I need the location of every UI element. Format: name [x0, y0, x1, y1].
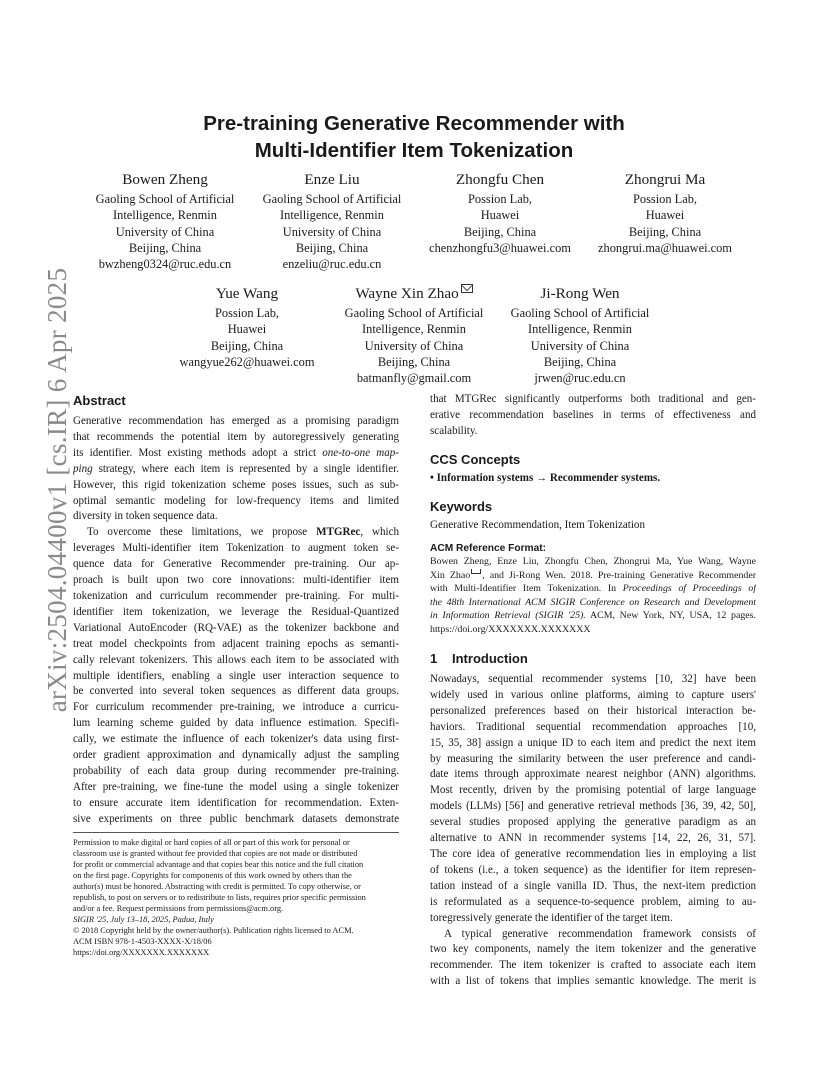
author-affiliation-line: University of China [282, 224, 382, 239]
title-line-1: Pre-training Generative Recommender with [203, 112, 625, 135]
author-name: Bowen Zheng [122, 171, 208, 188]
author-block-yue-wang [157, 284, 337, 370]
text-line: cally relevant tokenizers. This allows each item to be associated with [73, 653, 399, 666]
text-line: lum learning scheme guided by data influence estimation. Specifi- [73, 717, 399, 730]
author-affiliation-line: Possion Lab, [214, 306, 280, 320]
text-span: its identifier. Most existing methods adopt a strict [73, 446, 323, 459]
text-line [430, 582, 756, 596]
author-affiliation-line: Gaoling School of Artificial [95, 192, 235, 206]
text-line [73, 462, 399, 478]
keywords-text: Generative Recommendation, Item Tokenization [430, 518, 645, 531]
text-line: 15, 35, 38] assign a unique ID to each item and predict the next item [430, 736, 756, 749]
author-location: Beijing, China [210, 338, 284, 353]
text-line: Generative recommendation has emerged as a promising paradigm [73, 415, 399, 427]
footnote-copyright: © 2018 Copyright held by the owner/author(s). Publication rights licensed to ACM. [73, 926, 354, 935]
text-line: proach is built upon two core innovations: multi-identifier item [73, 574, 399, 587]
section-title: Introduction [452, 651, 528, 667]
text-line: For curriculum recommender pre-training, we introduce a curricu- [73, 701, 399, 714]
text-line: haviors. Traditional sequential recommendation approaches [10, [430, 720, 756, 733]
ccs-item: • Information systems → Recommender systems. [430, 471, 661, 484]
author-affiliation-line: Gaoling School of Artificial [510, 306, 650, 320]
text-line: sive experiments on three public benchmark datasets demonstrate [73, 812, 399, 825]
author-name-with-envelope [324, 284, 504, 304]
author-affiliation-line: Huawei [645, 208, 685, 223]
right-column [430, 392, 756, 990]
text-line: The core idea of generative recommendation lies in employing a list [430, 848, 756, 860]
envelope-icon [471, 569, 481, 574]
author-affiliation-line: Possion Lab, [632, 192, 698, 206]
author-affiliation-line: University of China [115, 224, 215, 239]
text-line: widely used in various online platforms, aiming to capture users' [430, 688, 756, 701]
author-location: Beijing, China [377, 354, 451, 369]
text-line: diversity in token sequence data. [73, 510, 218, 523]
author-block-zhongfu-chen [410, 170, 590, 256]
text-span: strategy, where each item is represented by a single identifier. [92, 462, 399, 475]
text-line: tokenization and curriculum recommender pre-training. For multi- [73, 589, 399, 602]
footnote-line: classroom use is granted without fee provided that copies are not made or distributed [73, 849, 358, 858]
text-line: two key components, namely the item tokenizer and the generative [430, 943, 756, 956]
text-line [430, 569, 756, 583]
italic-span: one-to-one map- [322, 446, 399, 459]
footnote-venue: SIGIR '25, July 13–18, 2025, Padua, Italy [73, 915, 214, 924]
text-line: order gradient approximation and dynamically adjust the sampling [73, 749, 399, 762]
author-location: Beijing, China [128, 240, 202, 255]
footnote-line: republish, to post on servers or to redistribute to lists, requires prior specific permission [73, 893, 366, 902]
author-name: Enze Liu [304, 171, 360, 188]
author-location: Beijing, China [543, 354, 617, 369]
text-line: toregressively generate the identifier of the target item. [430, 911, 673, 924]
text-line: However, this rigid tokenization scheme poses issues, such as sub- [73, 478, 399, 491]
envelope-icon [461, 284, 473, 293]
text-line: scalability. [430, 424, 478, 437]
acm-reference-doi[interactable]: https://doi.org/XXXXXXX.XXXXXXX [430, 623, 591, 635]
text-span: , and Ji-Rong Wen. 2018. Pre-training Generative Recommender [482, 569, 756, 581]
italic-span: in Information Retrieval (SIGIR '25). [430, 610, 586, 622]
author-block-enze-liu [242, 170, 422, 272]
author-block-zhongrui-ma [575, 170, 755, 256]
text-line: be converted into several token sequences as different data groups. [73, 685, 399, 698]
text-line: Bowen Zheng, Enze Liu, Zhongfu Chen, Zhongrui Ma, Yue Wang, Wayne [430, 556, 756, 568]
author-email[interactable]: chenzhongfu3@huawei.com [429, 240, 571, 255]
author-email[interactable]: batmanfly@gmail.com [356, 371, 472, 386]
footnote-rule [73, 832, 399, 833]
author-location: Beijing, China [628, 224, 702, 239]
text-line: with a list of tokens that implies semantic knowledge. The merit is [430, 975, 756, 988]
author-name: Ji-Rong Wen [540, 285, 620, 302]
text-line: Variational AutoEncoder (RQ-VAE) as the tokenizer backbone and [73, 621, 399, 634]
author-block-bowen-zheng [75, 170, 255, 272]
footnote-doi[interactable]: https://doi.org/XXXXXXX.XXXXXXX [73, 948, 210, 957]
text-line: recommender. The item tokenizer is crafted to associate each item [430, 959, 756, 972]
author-affiliation-line: University of China [530, 338, 630, 353]
method-name: MTGRec [316, 526, 361, 539]
section-number: 1 [430, 651, 438, 667]
keywords-heading: Keywords [430, 498, 493, 514]
text-span: To overcome these limitations, we propose [87, 526, 308, 539]
text-line [73, 446, 399, 462]
author-affiliation-line: Intelligence, Renmin [528, 322, 632, 337]
text-line: by measuring the similarity between the user preference and candi- [430, 752, 756, 765]
text-line: alternative to ANN in recommender systems [14, 22, 26, 31, 57]. [430, 832, 756, 845]
acm-reference-heading: ACM Reference Format: [430, 542, 547, 554]
text-line: Most recently, driven by the promising potential of large language [430, 784, 756, 797]
author-block-ji-rong-wen [490, 284, 670, 386]
footnote-line: author(s) must be honored. Abstracting with credit is permitted. To copy otherwise, or [73, 882, 361, 891]
abstract-continuation [430, 392, 756, 440]
text-line: erative recommendation baselines in terms of effectiveness and [430, 408, 756, 421]
author-affiliation-line: Huawei [227, 322, 267, 337]
author-affiliation-line: Gaoling School of Artificial [344, 306, 484, 320]
text-line: the 48th International ACM SIGIR Conference on Research and Development [430, 596, 756, 608]
text-line: cally, we estimate the influence of each tokenizer's data using first- [73, 733, 399, 746]
text-line: probability of each data group during recommender pre-training. [73, 764, 399, 777]
introduction-heading [430, 650, 756, 667]
text-line: of tokens (i.e., a token sequence) as the identifier for item represen- [430, 863, 756, 876]
author-name: Zhongfu Chen [455, 171, 545, 188]
text-line: A typical generative recommendation framework consists of [444, 927, 756, 940]
intro-paragraph-2 [430, 927, 756, 991]
text-line: date items through approximate nearest neighbor (ANN) algorithms. [430, 768, 756, 781]
paper-title [90, 110, 738, 164]
text-line: optimal semantic modeling for low-frequency items and limited [73, 494, 399, 507]
text-line [430, 609, 756, 623]
footnote-line: for profit or commercial advantage and that copies bear this notice and the full citation [73, 860, 364, 869]
text-line: identifier item tokenization, we leverage the Residual-Quantized [73, 605, 399, 618]
intro-paragraph-1 [430, 672, 756, 927]
copyright-footnote [73, 832, 399, 958]
text-line: personalized preferences based on their historical interaction be- [430, 704, 756, 717]
text-line: quence data for Generative Recommender pre-training. Our ap- [73, 558, 399, 571]
left-column [73, 392, 399, 828]
abstract-paragraph-1 [73, 414, 399, 525]
text-line [73, 525, 399, 541]
ccs-heading: CCS Concepts [430, 451, 521, 467]
text-line: tation instead of a single vanilla ID. Thus, the next-item prediction [430, 879, 756, 892]
text-line: After pre-training, we fine-tune the model using a single tokenizer [73, 780, 399, 793]
text-line: treat model checkpoints from adjacent training epochs as semanti- [73, 637, 399, 650]
text-line: models (LLMs) [56] and generative retrieval methods [36, 39, 42, 50], [430, 800, 756, 813]
acm-reference-format [430, 542, 756, 637]
footnote-isbn: ACM ISBN 978-1-4503-XXXX-X/18/06 [73, 937, 212, 946]
text-span: , which [360, 526, 399, 539]
author-affiliation-line: Intelligence, Renmin [280, 208, 384, 223]
text-span: with Multi-Identifier Item Tokenization. In [430, 583, 617, 595]
author-email[interactable]: bwzheng0324@ruc.edu.cn [98, 257, 232, 272]
text-span: Xin Zhao [430, 569, 471, 581]
text-line: is reformulated as a sequence-to-sequence problem, aiming to au- [430, 895, 756, 908]
author-affiliation-line: Intelligence, Renmin [362, 322, 466, 337]
title-line-2: Multi-Identifier Item Tokenization [254, 139, 574, 162]
footnote-line: Permission to make digital or hard copies of all or part of this work for personal or [73, 838, 350, 847]
italic-span: Proceedings of Proceedings of [622, 583, 756, 595]
author-name: Yue Wang [215, 285, 279, 302]
text-line: to ensure accurate item identification for recommendation. Exten- [73, 796, 399, 809]
text-span: ACM, New York, NY, USA, 12 pages. [585, 610, 756, 622]
text-line: several studies proposed applying the generative paradigm as an [430, 816, 756, 829]
author-email[interactable]: zhongrui.ma@huawei.com [598, 240, 732, 255]
text-line: Nowadays, sequential recommender systems [10, 32] have been [430, 673, 756, 686]
author-email[interactable]: enzeliu@ruc.edu.cn [282, 257, 382, 272]
author-affiliation-line: Possion Lab, [467, 192, 533, 206]
footnote-line: on the first page. Copyrights for components of this work owned by others than the [73, 871, 352, 880]
italic-span: ping [73, 462, 93, 475]
arxiv-identifier-stamp[interactable]: arXiv:2504.04400v1 [cs.IR] 6 Apr 2025 [42, 267, 72, 713]
abstract-heading: Abstract [73, 393, 126, 408]
author-location: Beijing, China [295, 240, 369, 255]
text-line: that MTGRec significantly outperforms both traditional and gen- [430, 393, 756, 405]
text-line: that recommends the potential item by autoregressively generating [73, 430, 399, 443]
author-email[interactable]: wangyue262@huawei.com [179, 354, 315, 369]
author-location: Beijing, China [463, 224, 537, 239]
abstract-paragraph-2 [73, 525, 399, 827]
author-name: Wayne Xin Zhao [355, 285, 459, 302]
author-affiliation-line: University of China [364, 338, 464, 353]
author-email[interactable]: jrwen@ruc.edu.cn [534, 371, 626, 386]
author-affiliation-line: Intelligence, Renmin [113, 208, 217, 223]
author-affiliation-line: Gaoling School of Artificial [262, 192, 402, 206]
author-name: Zhongrui Ma [624, 171, 706, 188]
text-line: multiple identifiers, enabling a single user interaction sequence to [73, 669, 399, 682]
author-affiliation-line: Huawei [480, 208, 520, 223]
footnote-line: and/or a fee. Request permissions from permissions@acm.org. [73, 904, 284, 913]
text-line: leverages Multi-identifier item Tokenization to augment token se- [73, 542, 399, 555]
author-block-wayne-xin-zhao [324, 284, 504, 386]
